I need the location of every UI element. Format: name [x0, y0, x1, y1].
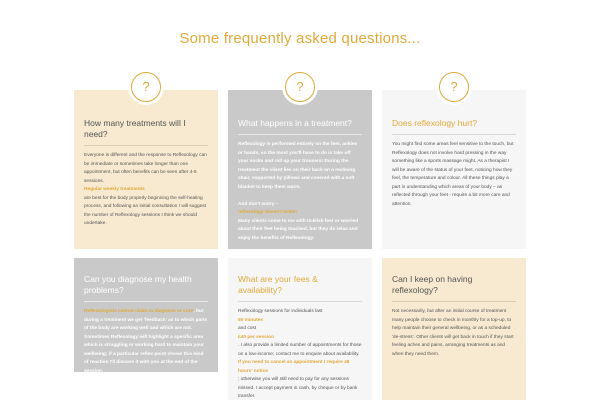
faq-card-text: You might find some areas feel sensitive to the touch, but Reflexology does not involve hard pressing in the way something like a sports massage might. As a therapist I will be aware of the status of your feet, noticing how they feel, the temperature and colour. All these things play a part in understanding which areas of your body – as reflected through your feet - require a bit more care and attention. [392, 142, 514, 207]
faq-card-text: Reflexologists cannot claim to diagnose or cure, but during a treatment we get 'feedback' as to which parts of the body are working well and which are not. Sometimes Reflexology will highlight a specific area which is struggling or working hard to maintain your wellbeing; if a particular reflex point shows this kind of reaction I'll discuss it with you at the end of the session. [84, 309, 208, 374]
faq-card-title: Can I keep on having reflexology? [392, 274, 473, 295]
question-icon: ? [131, 72, 161, 102]
faq-grid [74, 79, 526, 410]
faq-heading: Some frequently asked questions... [179, 30, 421, 47]
divider [392, 301, 516, 302]
divider [84, 301, 208, 302]
faq-card-title: How many treatments will I need? [84, 118, 186, 139]
faq-card-text: Reflexology sessions for individuals last 50 minutes and cost £40 per session . I also provide a limited number of appointments for those on a low-income; contact me to enquire about availability. If you need to cancel an appointment I require 48 hours' notice ; otherwise you will still need to pay for any sessions missed. I accept payment in cash, by cheque or by bank transfer. [238, 309, 362, 399]
faq-card-ongoing [382, 258, 526, 400]
divider [84, 145, 208, 146]
faq-card-text: Not necessarily, but after an initial course of treatment many people choose to check in monthly for a top-up, to help maintain their general wellbeing, or as a scheduled 'de-stress'. Other clients will get back in touch if they start feeling aches and pains, arranging treatments as and when they need them. [392, 309, 514, 357]
faq-card-fees [228, 258, 372, 400]
divider [392, 134, 516, 135]
divider [238, 301, 362, 302]
faq-card-text: Reflexology is performed entirely on the feet, ankles or hands, so the most you'll have to do is take off your socks and roll up your trousers! During the treatment the client lies on their back on a reclining chair, supported by pillows and covered with a soft blanket to keep them warm. And don't worry – reflexology doesn't tickle! Many clients come to me with ticklish feet or worried about their feet being touched, but they do relax and enjoy the benefits of Reflexology. [238, 142, 359, 241]
faq-card-text: Everyone is different and the response to Reflexology can be immediate or sometimes take longer than one appointment, but often benefits can be seen after 4-5 sessions. Regular weekly treatments are best for the body properly beginning the self-healing process, and following an initial consultation I will suggest the number of Reflexology sessions I think we should undertake. [84, 153, 207, 226]
faq-card-treatment-process [228, 79, 372, 249]
faq-card-title: Does reflexology hurt? [392, 118, 478, 128]
faq-card-diagnose [74, 258, 218, 372]
faq-card-title: Can you diagnose my health problems? [84, 274, 192, 295]
faq-card-title: What are your fees & availability? [238, 274, 318, 295]
divider [238, 134, 362, 135]
faq-card-hurt [382, 79, 526, 249]
faq-card-treatments [74, 79, 218, 249]
question-icon: ? [439, 72, 469, 102]
faq-card-title: What happens in a treatment? [238, 118, 352, 128]
question-icon: ? [285, 72, 315, 102]
